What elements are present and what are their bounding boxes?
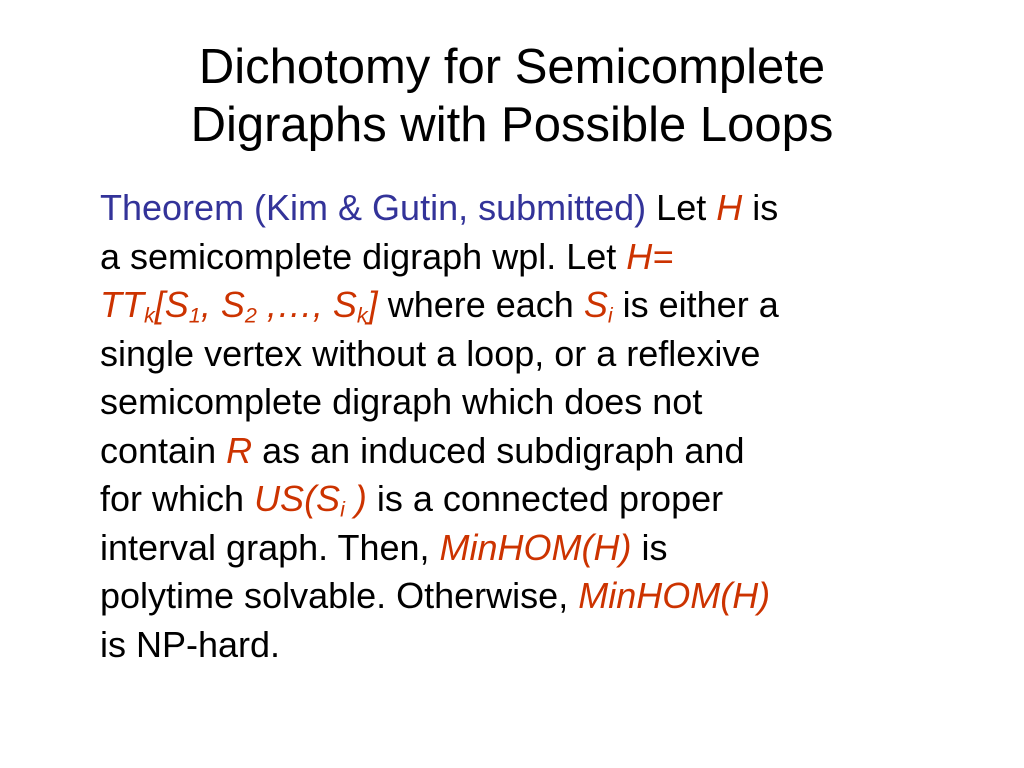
body-line-3: [100, 281, 980, 330]
body-line-1: [100, 184, 980, 233]
text-fragment: interval graph. Then,: [100, 526, 440, 568]
text-fragment: is: [742, 187, 779, 228]
math-S: , S: [200, 284, 245, 325]
text-fragment: contain: [100, 429, 227, 471]
body-line-6: [100, 427, 980, 476]
title-line-2: Digraphs with Possible Loops: [190, 98, 834, 152]
subscript-k: k: [143, 302, 155, 328]
math-S: ,…, S: [256, 284, 357, 325]
body-line-9: [100, 572, 980, 621]
math-Si: [583, 284, 613, 328]
subscript-k: k: [356, 302, 368, 328]
body-line-10: is NP-hard.: [100, 623, 281, 665]
math-minhom: MinHOM(H): [578, 575, 771, 616]
title-line-1: Dichotomy for Semicomplete: [198, 40, 826, 94]
text-fragment: is: [631, 526, 668, 568]
theorem-label: Theorem (Kim & Gutin, submitted): [100, 187, 647, 228]
subscript-i: i: [607, 302, 613, 328]
text-fragment: for which: [100, 478, 255, 519]
body-line-5: semicomplete digraph which does not: [100, 381, 703, 422]
math-TT: TT: [100, 284, 144, 325]
math-US: US(S: [254, 478, 341, 519]
text-fragment: is a connected proper: [366, 478, 724, 519]
text-fragment: a semicomplete digraph wpl. Let: [100, 235, 627, 277]
math-TT-expression: [100, 284, 378, 328]
text-fragment: is either a: [612, 284, 779, 325]
math-S: [S: [154, 284, 189, 325]
body-line-8: [100, 524, 980, 573]
subscript-1: 1: [188, 302, 201, 328]
slide-title: [0, 38, 1024, 154]
subscript-2: 2: [244, 302, 257, 328]
math-H: H: [716, 187, 743, 228]
math-bracket: ]: [367, 284, 378, 325]
body-line-2: [100, 233, 980, 282]
text-fragment: where each: [377, 284, 584, 325]
math-US-Si: [254, 478, 367, 522]
text-fragment: as an induced subdigraph and: [252, 429, 745, 471]
subscript-i: i: [340, 496, 345, 522]
text-fragment: Let: [646, 187, 717, 228]
math-paren: ): [344, 478, 367, 519]
math-H-equals: H=: [626, 235, 674, 277]
math-S: S: [583, 284, 608, 325]
text-fragment: polytime solvable. Otherwise,: [100, 575, 579, 616]
math-R: R: [226, 429, 253, 471]
body-line-7: [100, 475, 980, 524]
math-minhom: MinHOM(H): [439, 526, 632, 568]
body-line-4: single vertex without a loop, or a reflexive: [100, 332, 761, 374]
theorem-body: [100, 184, 980, 669]
